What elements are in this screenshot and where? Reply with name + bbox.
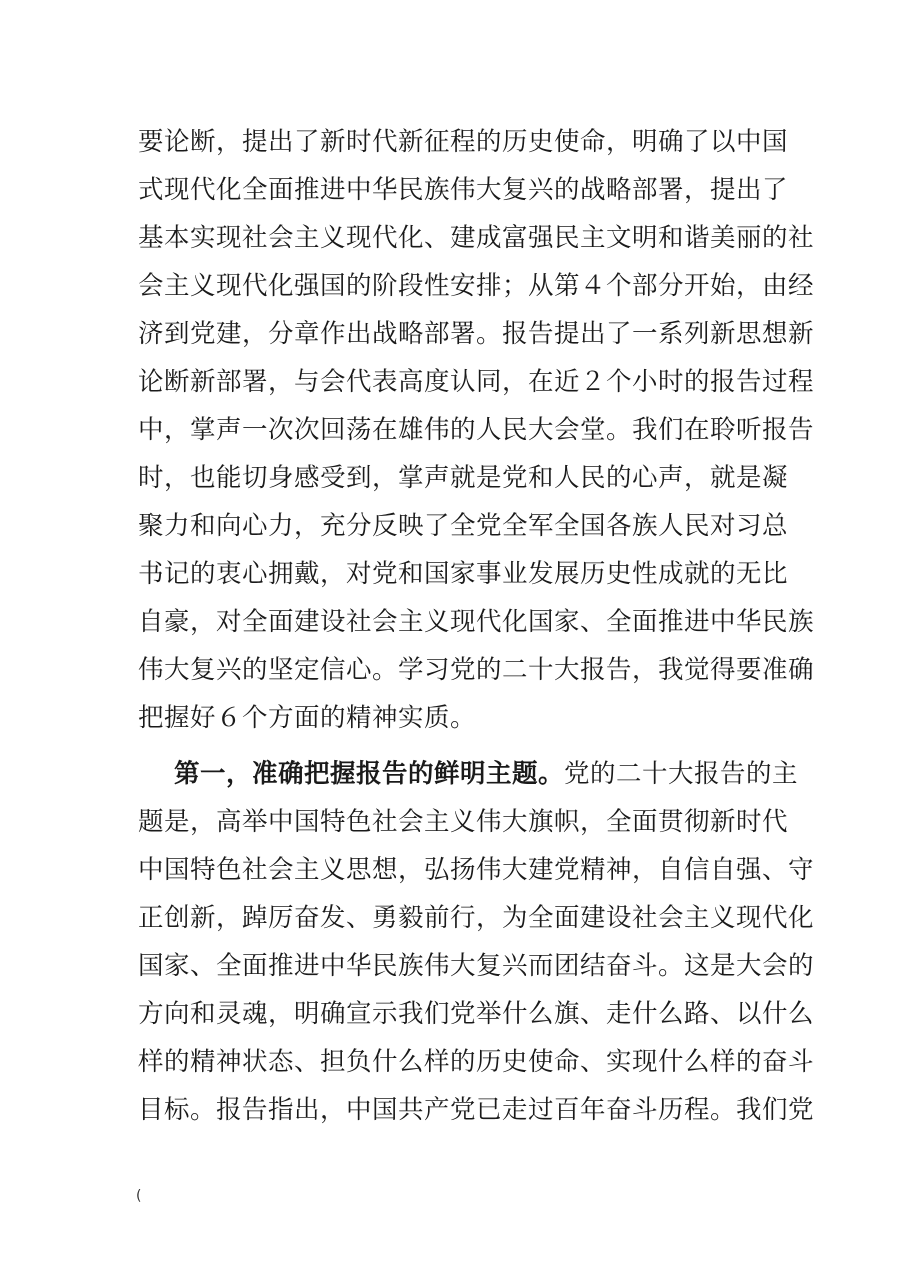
text-line: 会主义现代化强国的阶段性安排；从第４个部分开始，由经	[138, 271, 815, 301]
text-line: 样的精神状态、担负什么样的历史使命、实现什么样的奋斗	[138, 1047, 815, 1077]
text-line: 济到党建，分章作出战略部署。报告提出了一系列新思想新	[138, 319, 815, 349]
text-line: 聚力和向心力，充分反映了全党全军全国各族人民对习总	[138, 511, 789, 541]
text-line: 正创新，踔厉奋发、勇毅前行，为全面建设社会主义现代化	[138, 903, 815, 933]
text-line: 书记的衷心拥戴，对党和国家事业发展历史性成就的无比	[138, 559, 789, 589]
text-line: 中，掌声一次次回荡在雄伟的人民大会堂。我们在聆听报告	[138, 415, 815, 445]
text-line: 把握好６个方面的精神实质。	[138, 703, 477, 733]
text-line: 题是，高举中国特色社会主义伟大旗帜，全面贯彻新时代	[138, 807, 789, 837]
text-line: 自豪，对全面建设社会主义现代化国家、全面推进中华民族	[138, 607, 815, 637]
text-span: 党的二十大报告的主	[564, 759, 799, 789]
text-line: 要论断，提出了新时代新征程的历史使命，明确了以中国	[138, 127, 789, 157]
text-line: 论断新部署，与会代表高度认同，在近２个小时的报告过程	[138, 367, 815, 397]
text-line: 目标。报告指出，中国共产党已走过百年奋斗历程。我们党	[138, 1095, 815, 1125]
text-line: 伟大复兴的坚定信心。学习党的二十大报告，我觉得要准确	[138, 655, 815, 685]
paragraph-2	[138, 750, 815, 1134]
text-line: 中国特色社会主义思想，弘扬伟大建党精神，自信自强、守	[138, 855, 815, 885]
text-line: 式现代化全面推进中华民族伟大复兴的战略部署，提出了	[138, 175, 789, 205]
text-line: 国家、全面推进中华民族伟大复兴而团结奋斗。这是大会的	[138, 951, 815, 981]
paragraph-2-first-line	[138, 750, 799, 798]
footer-mark: (	[136, 1188, 142, 1204]
text-line: 基本实现社会主义现代化、建成富强民主文明和谐美丽的社	[138, 223, 815, 253]
body-text	[138, 118, 815, 1134]
text-line: 时，也能切身感受到，掌声就是党和人民的心声，就是凝	[138, 463, 789, 493]
paragraph-1	[138, 118, 815, 742]
section-heading: 第一，准确把握报告的鲜明主题。	[174, 759, 565, 789]
text-line: 方向和灵魂，明确宣示我们党举什么旗、走什么路、以什么	[138, 999, 815, 1029]
paragraph-gap	[138, 742, 774, 750]
